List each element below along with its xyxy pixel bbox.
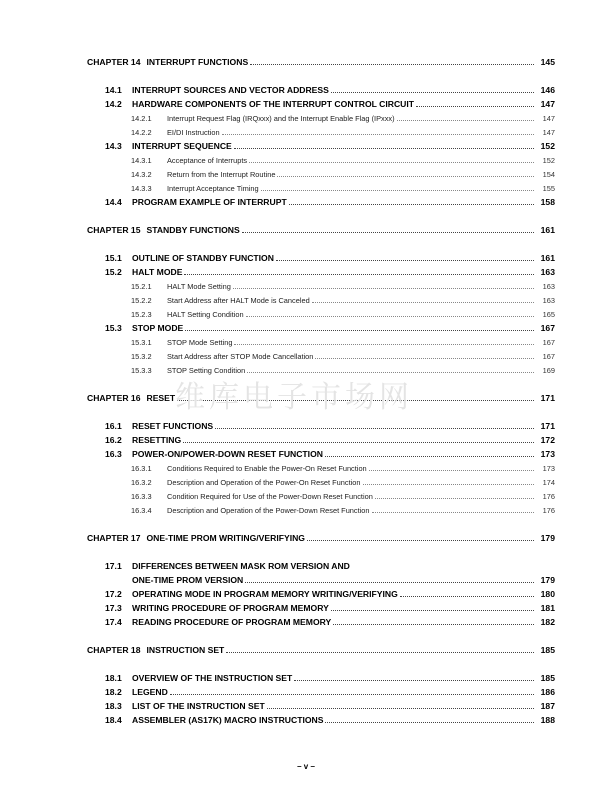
subsection-title: HALT Mode Setting xyxy=(167,282,231,291)
page-number: 173 xyxy=(542,464,555,473)
section-title: HALT MODE xyxy=(132,267,183,277)
subsection-number: 15.3.1 xyxy=(131,338,152,347)
section-number: 17.2 xyxy=(105,589,122,599)
section-title: STOP MODE xyxy=(132,323,184,333)
leader-dots xyxy=(170,693,534,695)
subsection-title: STOP Setting Condition xyxy=(167,366,246,375)
leader-dots xyxy=(307,539,534,541)
section-title: HARDWARE COMPONENTS OF THE INTERRUPT CONTROL CIRCUIT xyxy=(132,99,414,109)
leader-dots xyxy=(242,231,534,233)
section-number: 15.3 xyxy=(105,323,122,333)
chapter-number: CHAPTER 15 xyxy=(87,225,141,235)
section-title: ASSEMBLER (AS17K) MACRO INSTRUCTIONS xyxy=(132,715,324,725)
chapter-number: CHAPTER 14 xyxy=(87,57,141,67)
subsection-title: STOP Mode Setting xyxy=(167,338,233,347)
leader-dots xyxy=(333,623,534,625)
toc-section-15-1[interactable] xyxy=(105,253,555,263)
page-number: 176 xyxy=(542,492,555,501)
page-number: 171 xyxy=(540,421,555,431)
section-title: RESETTING xyxy=(132,435,182,445)
toc-section-14-1[interactable] xyxy=(105,85,555,95)
leader-dots xyxy=(222,133,534,135)
chapter-title: RESET xyxy=(146,393,176,403)
leader-dots xyxy=(233,287,534,289)
subsection-title: Interrupt Request Flag (IRQxxx) and the Interrupt Enable Flag (IPxxx) xyxy=(167,114,395,123)
leader-dots xyxy=(372,511,534,513)
toc-section-14-3[interactable] xyxy=(105,141,555,151)
section-number: 16.1 xyxy=(105,421,122,431)
leader-dots xyxy=(331,91,534,93)
leader-dots xyxy=(267,707,534,709)
subsection-title: Conditions Required to Enable the Power-On Reset Function xyxy=(167,464,367,473)
subsection-title: Condition Required for Use of the Power-Down Reset Function xyxy=(167,492,373,501)
page-number: 179 xyxy=(540,533,555,543)
section-number: 14.4 xyxy=(105,197,122,207)
section-title: PROGRAM EXAMPLE OF INTERRUPT xyxy=(132,197,287,207)
leader-dots xyxy=(185,329,534,331)
page-number: 147 xyxy=(542,128,555,137)
leader-dots xyxy=(276,259,534,261)
leader-dots xyxy=(416,105,534,107)
subsection-number: 15.3.2 xyxy=(131,352,152,361)
chapter-number: CHAPTER 16 xyxy=(87,393,141,403)
page-number: 187 xyxy=(540,701,555,711)
toc-section-16-3[interactable] xyxy=(105,449,555,459)
section-number: 17.1 xyxy=(105,561,122,571)
page-number: 171 xyxy=(540,393,555,403)
leader-dots xyxy=(363,483,535,485)
section-title: WRITING PROCEDURE OF PROGRAM MEMORY xyxy=(132,603,329,613)
leader-dots xyxy=(289,203,534,205)
subsection-title: HALT Setting Condition xyxy=(167,310,244,319)
section-number: 14.3 xyxy=(105,141,122,151)
subsection-title: EI/DI Instruction xyxy=(167,128,220,137)
toc-chapter-18[interactable] xyxy=(87,645,555,655)
subsection-title: Interrupt Acceptance Timing xyxy=(167,184,259,193)
page-number: 155 xyxy=(542,184,555,193)
section-title: LEGEND xyxy=(132,687,168,697)
toc-section-14-2[interactable] xyxy=(105,99,555,109)
toc-section-16-2[interactable] xyxy=(105,435,555,445)
leader-dots xyxy=(397,119,534,121)
page-number: 154 xyxy=(542,170,555,179)
page-number: 161 xyxy=(540,225,555,235)
toc-subsection-16-3-3[interactable] xyxy=(131,492,555,501)
page-number: 167 xyxy=(542,338,555,347)
leader-dots xyxy=(261,189,534,191)
toc-section-15-3[interactable] xyxy=(105,323,555,333)
page-number: 185 xyxy=(540,645,555,655)
leader-dots xyxy=(325,455,534,457)
section-title-continued: ONE-TIME PROM VERSION xyxy=(132,575,244,585)
section-title: DIFFERENCES BETWEEN MASK ROM VERSION AND xyxy=(132,561,350,571)
section-number: 18.3 xyxy=(105,701,122,711)
page-number: 147 xyxy=(540,99,555,109)
subsection-number: 16.3.1 xyxy=(131,464,152,473)
section-number: 18.1 xyxy=(105,673,122,683)
toc-subsection-15-2-2[interactable] xyxy=(131,296,555,305)
toc-subsection-14-3-2[interactable] xyxy=(131,170,555,179)
section-number: 14.1 xyxy=(105,85,122,95)
section-number: 15.2 xyxy=(105,267,122,277)
leader-dots xyxy=(234,147,534,149)
section-title: OUTLINE OF STANDBY FUNCTION xyxy=(132,253,274,263)
leader-dots xyxy=(325,721,534,723)
leader-dots xyxy=(226,651,534,653)
leader-dots xyxy=(277,175,534,177)
subsection-number: 14.2.1 xyxy=(131,114,152,123)
section-number: 14.2 xyxy=(105,99,122,109)
page-number: 158 xyxy=(540,197,555,207)
toc-subsection-15-2-1[interactable] xyxy=(131,282,555,291)
page-number: 167 xyxy=(540,323,555,333)
toc-section-14-4[interactable] xyxy=(105,197,555,207)
page-number: 179 xyxy=(540,575,555,585)
page-number: 188 xyxy=(540,715,555,725)
page-number: 185 xyxy=(540,673,555,683)
page-number: 146 xyxy=(540,85,555,95)
section-title: LIST OF THE INSTRUCTION SET xyxy=(132,701,265,711)
subsection-number: 14.3.2 xyxy=(131,170,152,179)
subsection-number: 16.3.4 xyxy=(131,506,152,515)
page-number: 152 xyxy=(542,156,555,165)
section-number: 17.4 xyxy=(105,617,122,627)
subsection-number: 14.3.3 xyxy=(131,184,152,193)
chapter-title: ONE-TIME PROM WRITING/VERIFYING xyxy=(146,533,305,543)
subsection-number: 14.3.1 xyxy=(131,156,152,165)
toc-section-17-2[interactable] xyxy=(105,589,555,599)
subsection-title: Start Address after STOP Mode Cancellation xyxy=(167,352,314,361)
page-number: 181 xyxy=(540,603,555,613)
toc-section-16-1[interactable] xyxy=(105,421,555,431)
chapter-title: STANDBY FUNCTIONS xyxy=(146,225,240,235)
toc-section-17-1-continued[interactable] xyxy=(105,575,555,585)
page-number: 161 xyxy=(540,253,555,263)
leader-dots xyxy=(250,63,534,65)
toc-section-15-2[interactable] xyxy=(105,267,555,277)
toc-subsection-16-3-4[interactable] xyxy=(131,506,555,515)
section-number: 18.2 xyxy=(105,687,122,697)
leader-dots xyxy=(375,497,534,499)
leader-dots xyxy=(400,595,534,597)
page-number: 147 xyxy=(542,114,555,123)
page-number: 174 xyxy=(542,478,555,487)
subsection-title: Description and Operation of the Power-Down Reset Function xyxy=(167,506,370,515)
toc-subsection-14-3-1[interactable] xyxy=(131,156,555,165)
toc-subsection-14-2-1[interactable] xyxy=(131,114,555,123)
subsection-title: Return from the Interrupt Routine xyxy=(167,170,276,179)
leader-dots xyxy=(315,357,534,359)
toc-section-17-3[interactable] xyxy=(105,603,555,613)
page-number: 145 xyxy=(540,57,555,67)
leader-dots xyxy=(369,469,534,471)
toc-chapter-14[interactable] xyxy=(87,57,555,67)
toc-subsection-15-3-1[interactable] xyxy=(131,338,555,347)
section-number: 16.2 xyxy=(105,435,122,445)
watermark: 维库电子市场网 xyxy=(175,380,413,415)
toc-section-18-1[interactable] xyxy=(105,673,555,683)
subsection-number: 14.2.2 xyxy=(131,128,152,137)
subsection-title: Acceptance of Interrupts xyxy=(167,156,248,165)
page-number: 152 xyxy=(540,141,555,151)
leader-dots xyxy=(246,315,534,317)
subsection-number: 15.2.2 xyxy=(131,296,152,305)
subsection-number: 16.3.2 xyxy=(131,478,152,487)
toc-chapter-15[interactable] xyxy=(87,225,555,235)
toc-section-18-4[interactable] xyxy=(105,715,555,725)
toc-subsection-14-3-3[interactable] xyxy=(131,184,555,193)
leader-dots xyxy=(234,343,534,345)
toc-subsection-16-3-2[interactable] xyxy=(131,478,555,487)
toc-section-17-4[interactable] xyxy=(105,617,555,627)
leader-dots xyxy=(215,427,534,429)
chapter-title: INTERRUPT FUNCTIONS xyxy=(146,57,249,67)
subsection-title: Description and Operation of the Power-On Reset Function xyxy=(167,478,361,487)
leader-dots xyxy=(184,273,534,275)
page-number: 176 xyxy=(542,506,555,515)
section-number: 15.1 xyxy=(105,253,122,263)
section-title: INTERRUPT SOURCES AND VECTOR ADDRESS xyxy=(132,85,329,95)
section-number: 17.3 xyxy=(105,603,122,613)
subsection-title: Start Address after HALT Mode is Canceled xyxy=(167,296,310,305)
leader-dots xyxy=(249,161,534,163)
toc-chapter-17[interactable] xyxy=(87,533,555,543)
toc-subsection-16-3-1[interactable] xyxy=(131,464,555,473)
page-number: 172 xyxy=(540,435,555,445)
chapter-number: CHAPTER 17 xyxy=(87,533,141,543)
page-number: 186 xyxy=(540,687,555,697)
section-number: 18.4 xyxy=(105,715,122,725)
page-number: 163 xyxy=(542,282,555,291)
subsection-number: 15.2.1 xyxy=(131,282,152,291)
section-title: OPERATING MODE IN PROGRAM MEMORY WRITING/VERIFYING xyxy=(132,589,398,599)
leader-dots xyxy=(294,679,534,681)
toc-section-17-1[interactable] xyxy=(105,561,555,571)
page-number: 182 xyxy=(540,617,555,627)
chapter-title: INSTRUCTION SET xyxy=(146,645,225,655)
chapter-number: CHAPTER 18 xyxy=(87,645,141,655)
page-number: 165 xyxy=(542,310,555,319)
section-number: 16.3 xyxy=(105,449,122,459)
subsection-number: 16.3.3 xyxy=(131,492,152,501)
page-number: 163 xyxy=(542,296,555,305)
section-title: OVERVIEW OF THE INSTRUCTION SET xyxy=(132,673,293,683)
leader-dots xyxy=(331,609,534,611)
toc-subsection-14-2-2[interactable] xyxy=(131,128,555,137)
leader-dots xyxy=(312,301,534,303)
toc-subsection-15-2-3[interactable] xyxy=(131,310,555,319)
toc-section-18-3[interactable] xyxy=(105,701,555,711)
page-number: 167 xyxy=(542,352,555,361)
subsection-number: 15.3.3 xyxy=(131,366,152,375)
page-number: 169 xyxy=(542,366,555,375)
leader-dots xyxy=(183,441,534,443)
leader-dots xyxy=(245,581,534,583)
section-title: RESET FUNCTIONS xyxy=(132,421,214,431)
page-number: 163 xyxy=(540,267,555,277)
section-title: POWER-ON/POWER-DOWN RESET FUNCTION xyxy=(132,449,323,459)
toc-section-18-2[interactable] xyxy=(105,687,555,697)
toc-subsection-15-3-2[interactable] xyxy=(131,352,555,361)
page-number: 180 xyxy=(540,589,555,599)
subsection-number: 15.2.3 xyxy=(131,310,152,319)
page-number: 173 xyxy=(540,449,555,459)
section-title: READING PROCEDURE OF PROGRAM MEMORY xyxy=(132,617,332,627)
section-title: INTERRUPT SEQUENCE xyxy=(132,141,232,151)
page-footer-number: – v – xyxy=(297,762,315,771)
